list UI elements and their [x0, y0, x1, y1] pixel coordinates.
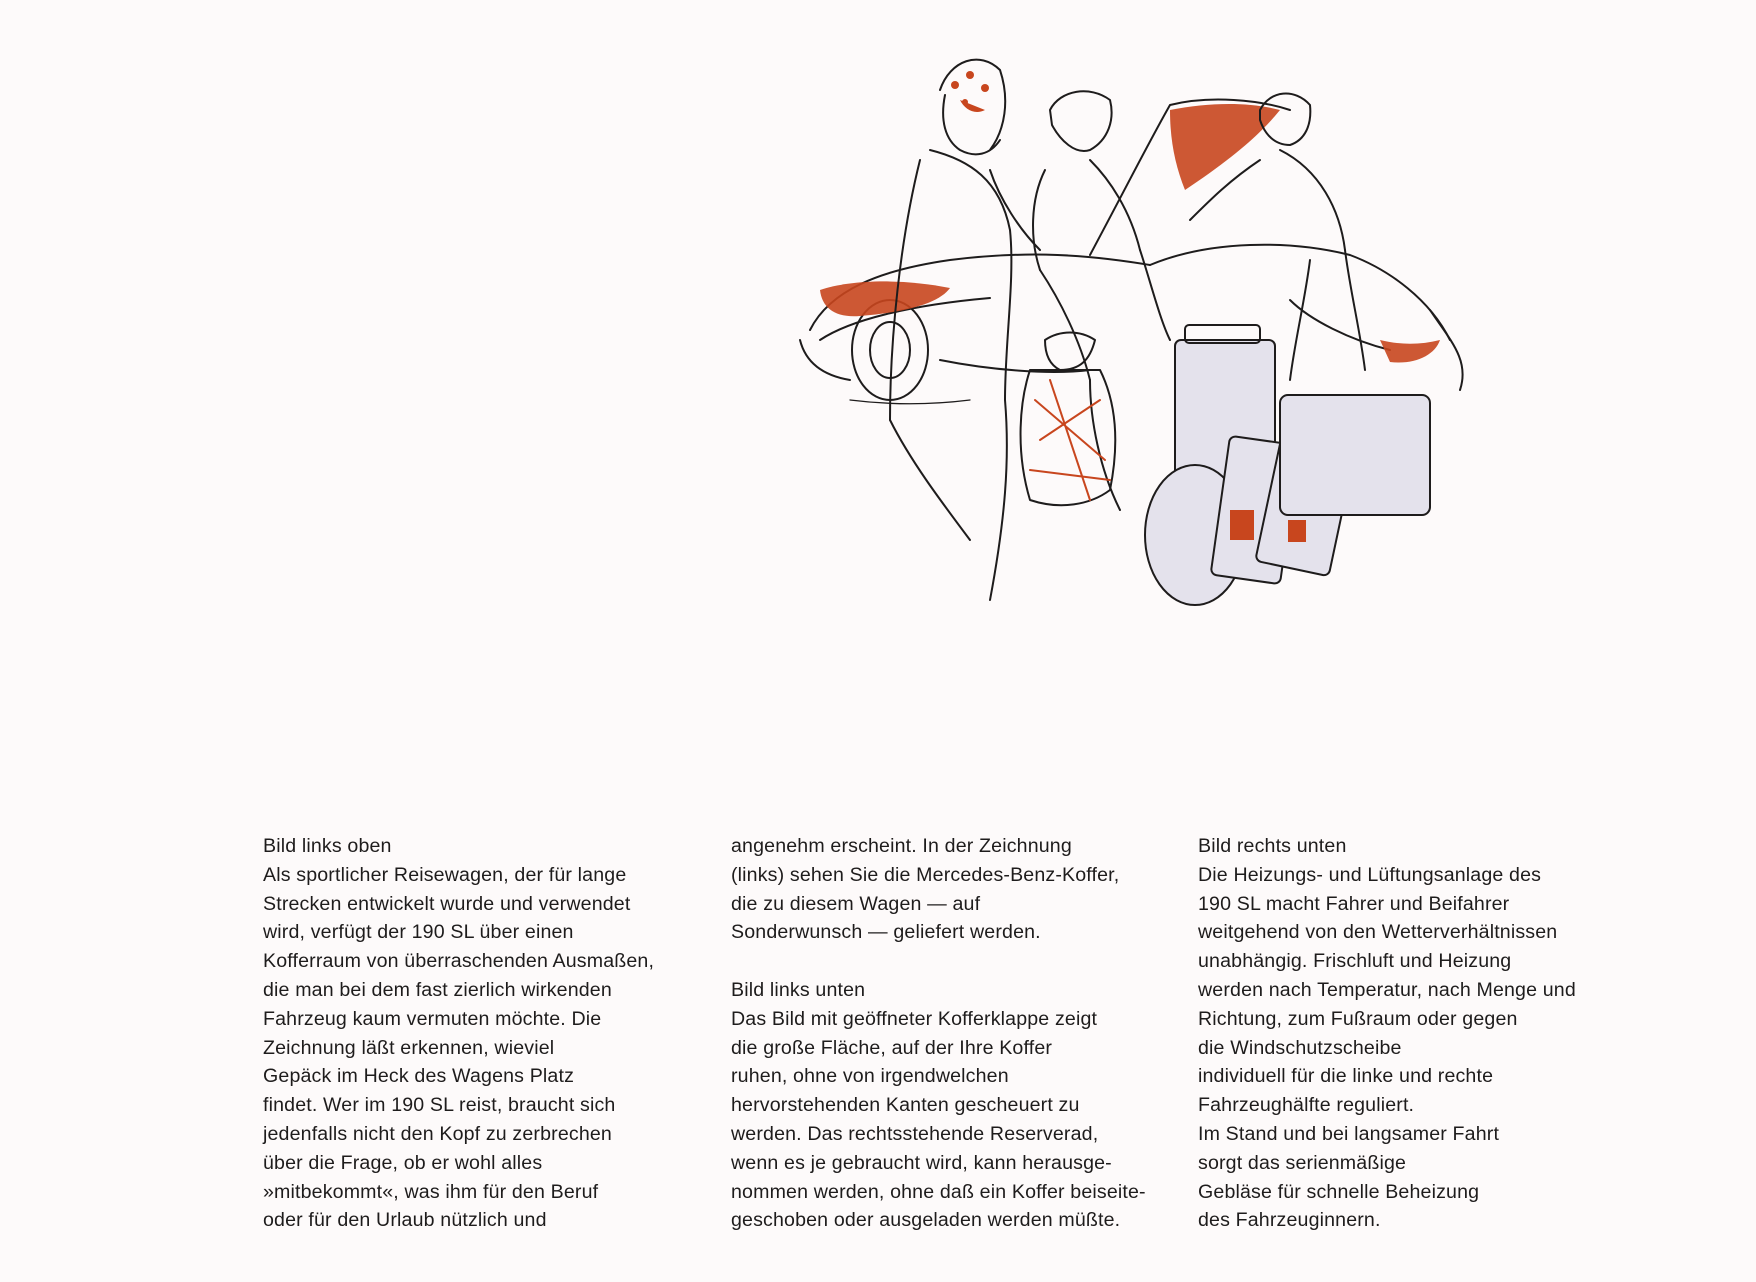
body-line: Gepäck im Heck des Wagens Platz — [263, 1065, 575, 1088]
body-line: wenn es je gebraucht wird, kann herausge- — [731, 1151, 1112, 1174]
body-line: geschoben oder ausgeladen werden müßte. — [731, 1209, 1121, 1232]
body-line: unabhängig. Frischluft und Heizung — [1198, 950, 1512, 973]
body-line: angenehm erscheint. In der Zeichnung — [731, 835, 1072, 857]
body-line: wird, verfügt der 190 SL über einen — [263, 921, 574, 944]
man-center-sketch — [1033, 91, 1170, 510]
body-line: weitgehend von den Wetterverhältnissen — [1198, 921, 1558, 944]
text-column-3 — [1198, 832, 1638, 1235]
body-line: hervorstehenden Kanten gescheuert zu — [731, 1094, 1080, 1117]
body-line: Im Stand und bei langsamer Fahrt — [1198, 1122, 1500, 1145]
body-line: Sonderwunsch — geliefert werden. — [731, 921, 1041, 944]
body-line: findet. Wer im 190 SL reist, braucht sich — [263, 1094, 616, 1117]
body-line: 190 SL macht Fahrer und Beifahrer — [1198, 892, 1510, 915]
body-line: werden. Das rechtsstehende Reserverad, — [731, 1122, 1099, 1145]
body-line: Richtung, zum Fußraum oder gegen — [1198, 1007, 1518, 1030]
body-line: individuell für die linke und rechte — [1198, 1065, 1494, 1088]
body-line: Gebläse für schnelle Beheizung — [1198, 1180, 1480, 1203]
duffel-bag-sketch — [1021, 333, 1116, 506]
caption-heading: Bild links unten — [731, 978, 866, 1001]
body-line: Die Heizungs- und Lüftungsanlage des — [1198, 863, 1542, 886]
body-line: des Fahrzeuginnern. — [1198, 1209, 1381, 1232]
body-line: die man bei dem fast zierlich wirkenden — [263, 978, 612, 1001]
body-line: (links) sehen Sie die Mercedes-Benz-Koffer, — [731, 863, 1120, 886]
paragraph-gap — [731, 947, 1171, 976]
car-luggage-illustration — [790, 40, 1640, 640]
body-line: werden nach Temperatur, nach Menge und — [1198, 978, 1576, 1001]
body-line: sorgt das serienmäßige — [1198, 1151, 1407, 1174]
body-line: »mitbekommt«, was ihm für den Beruf — [263, 1180, 599, 1203]
body-line: Als sportlicher Reisewagen, der für lange — [263, 863, 627, 886]
caption-heading: Bild links oben — [263, 835, 392, 857]
body-line: Fahrzeug kaum vermuten möchte. Die — [263, 1007, 602, 1030]
body-line: jedenfalls nicht den Kopf zu zerbrechen — [263, 1122, 612, 1145]
caption-heading: Bild rechts unten — [1198, 835, 1347, 857]
body-line: oder für den Urlaub nützlich und — [263, 1209, 547, 1232]
body-line: nommen werden, ohne daß ein Koffer beiseite- — [731, 1180, 1146, 1203]
text-column-1 — [263, 832, 703, 1235]
body-line: die zu diesem Wagen — auf — [731, 892, 981, 915]
body-line: Fahrzeughälfte reguliert. — [1198, 1094, 1415, 1117]
body-line: über die Frage, ob er wohl alles — [263, 1151, 543, 1174]
body-line: Das Bild mit geöffneter Kofferklappe zeigt — [731, 1007, 1098, 1030]
body-line: die große Fläche, auf der Ihre Koffer — [731, 1036, 1053, 1059]
body-line: Kofferraum von überraschenden Ausmaßen, — [263, 950, 655, 973]
body-line: Strecken entwickelt wurde und verwendet — [263, 892, 631, 915]
text-column-2 — [731, 832, 1171, 1235]
body-line: ruhen, ohne von irgendwelchen — [731, 1065, 1009, 1088]
luggage-sketch — [1145, 325, 1430, 605]
body-line: Zeichnung läßt erkennen, wieviel — [263, 1036, 555, 1059]
body-line: die Windschutzscheibe — [1198, 1036, 1402, 1059]
woman-figure-sketch — [890, 60, 1040, 600]
